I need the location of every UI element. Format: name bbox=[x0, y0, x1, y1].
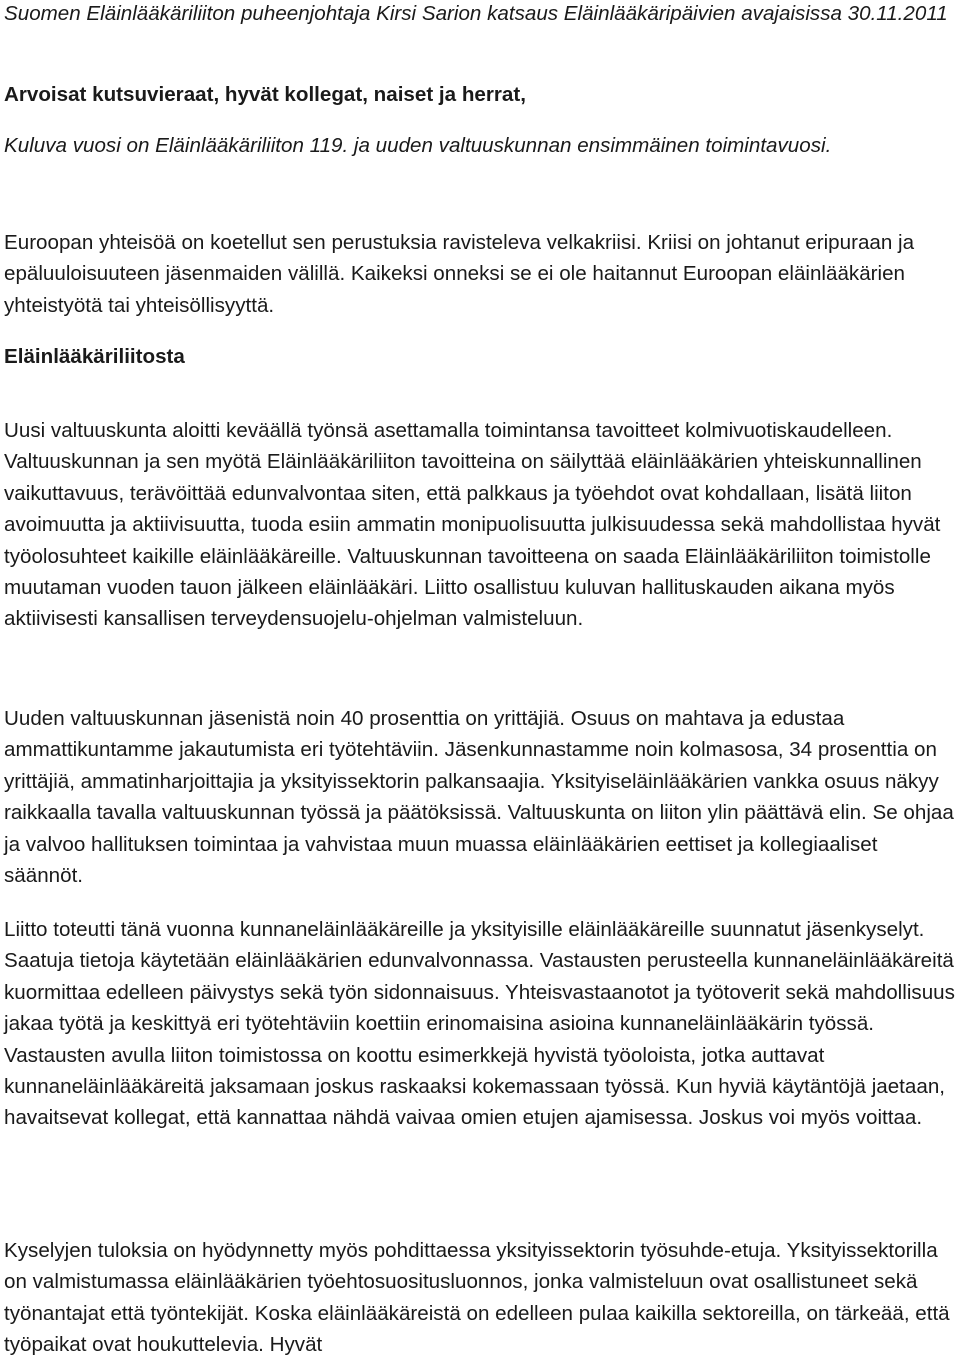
paragraph-surveys: Liitto toteutti tänä vuonna kunnaneläinlääkäreille ja yksityisille eläinlääkäreille suunnatut jäsenkyselyt. Saatuja tietoja käytetään eläinlääkärien edunvalvonnassa. Vastausten perusteella kunnaneläinlääkäreitä kuormittaa edelleen päivystys sekä työn sidonnaisuus. Yhteisvastaanotot ja työtoverit sekä mahdollisuus jakaa työtä ja keskittyä eri työtehtäviin koettiin erinomaisina asioina kunnaneläinlääkärin työssä. Vastausten avulla liiton toimistossa on koottu esimerkkejä hyvistä työoloista, jotka auttavat kunnaneläinlääkäreitä jaksamaan joskus raskaaksi kokemassaan työssä. Kun hyviä käytäntöjä jaetaan, havaitsevat kollegat, että kannattaa nähdä vaivaa omien etujen ajamisessa. Joskus voi myös voittaa. bbox=[4, 918, 955, 1130]
paragraph-council: Uusi valtuuskunta aloitti keväällä työnsä asettamalla toimintansa tavoitteet kolmivuotiskaudelleen. Valtuuskunnan ja sen myötä Eläinlääkäriliiton tavoitteina on säilyttää eläinlääkärien yhteiskunnallinen vaikuttavuus, terävöittää edunvalvontaa siten, että palkkaus ja työehdot ovat kohdallaan, lisätä liiton avoimuutta ja aktiivisuutta, tuoda esiin ammatin monipuolisuutta julkisuudessa sekä mahdollistaa hyvät työolosuhteet kaikille eläinlääkäreille. Valtuuskunnan tavoitteena on saada Eläinlääkäriliiton toimistolle muutaman vuoden tauon jälkeen eläinlääkäri. Liitto osallistuu kuluvan hallituskauden aikana myös aktiivisesti kansallisen terveydensuojelu-ohjelman valmisteluun. bbox=[4, 419, 941, 631]
greeting: Arvoisat kutsuvieraat, hyvät kollegat, naiset ja herrat, bbox=[4, 83, 526, 106]
paragraph-survey-results: Kyselyjen tuloksia on hyödynnetty myös pohdittaessa yksityissektorin työsuhde-etuja. Yksityissektorilla on valmistumassa eläinlääkärien työehtosuositusluonnos, jonka valmisteluun ovat osallistuneet sekä työnantajat että työntekijät. Koska eläinlääkäreistä on edelleen pulaa kaikilla sektoreilla, on tärkeää, että työpaikat ovat houkuttelevia. Hyvät bbox=[4, 1239, 950, 1357]
document-title: Suomen Eläinlääkäriliiton puheenjohtaja Kirsi Sarion katsaus Eläinlääkäripäivien avajaisissa 30.11.2011 bbox=[4, 2, 948, 25]
intro-paragraph: Kuluva vuosi on Eläinlääkäriliiton 119. ja uuden valtuuskunnan ensimmäinen toimintavuosi. bbox=[4, 134, 832, 157]
paragraph-europe: Euroopan yhteisöä on koetellut sen perustuksia ravisteleva velkakriisi. Kriisi on johtanut eripuraan ja epäluuloisuuteen jäsenmaiden välillä. Kaikeksi onneksi se ei ole haitannut Euroopan eläinlääkärien yhteistyötä tai yhteisöllisyyttä. bbox=[4, 231, 915, 317]
section-heading: Eläinlääkäriliitosta bbox=[4, 345, 185, 368]
paragraph-members: Uuden valtuuskunnan jäsenistä noin 40 prosenttia on yrittäjiä. Osuus on mahtava ja edustaa ammattikuntamme jakautumista eri työtehtäviin. Jäsenkunnastamme noin kolmasosa, 34 prosenttia on yrittäjiä, ammatinharjoittajia ja yksityissektorin palkansaajia. Yksityiseläinlääkärien vankka osuus näkyy raikkaalla tavalla valtuuskunnan työssä ja päätöksissä. Valtuuskunta on liiton ylin päättävä elin. Se ohjaa ja valvoo hallituksen toimintaa ja vahvistaa muun muassa eläinlääkärien eettiset ja kollegiaaliset säännöt. bbox=[4, 707, 954, 888]
